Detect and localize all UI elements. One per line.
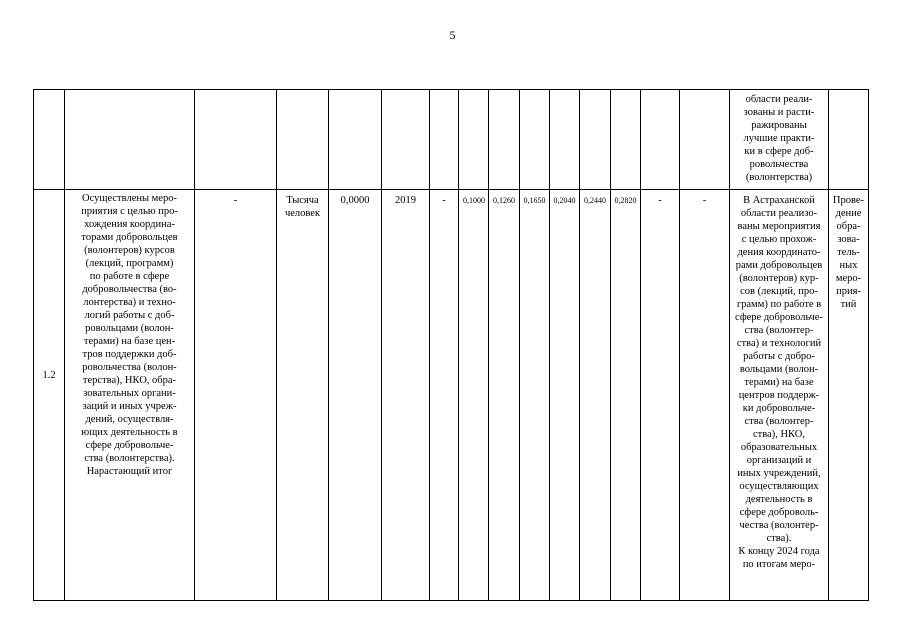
column-border <box>828 89 829 601</box>
column-border <box>679 89 680 601</box>
column-border <box>458 89 459 601</box>
cell-dash: - <box>442 195 446 206</box>
cell-dash: - <box>658 195 662 206</box>
page-number: 5 <box>449 28 456 42</box>
event-type: Прове- дение обра- зова- тель- ных меро- прия- тий <box>832 195 865 310</box>
result-description: В Астраханской области реализо- ваны мероприятия с целью прохож- дения координато- рами добровольцев (волонтеров) кур- сов (лекций, про- грамм) по работе в сфере добровольче- ства (волонтер- ства) и технологий работы с добро- вольцами (волон- терами) на базе центров поддерж- ки добровольче- ства (волонтер- ства), НКО, образовательных организаций и иных учреждений, осуществляющих деятельность в сфере доброволь- чества (волонтер- ства). К концу 2024 года по итогам меро- <box>735 195 823 570</box>
column-border <box>33 89 34 601</box>
row-description: Осуществлены меро- приятия с целью про- хождения координа- торами добровольцев (волонтеров) курсов (лекций, программ) по работе в сфере добровольчества (во- лонтерства) и техно- логий работы с доб- ровольцами (волон- терами) на базе цен- тров поддержки доб- ровольчества (волон- терства), НКО, обра- зовательных органи- заций и иных учреж- дений, осуществля- ющих деятельность в сфере добровольче- ства (волонтерства). Нарастающий итог <box>81 193 178 477</box>
column-border <box>194 89 195 601</box>
column-border <box>328 89 329 601</box>
yearly-value: 0,1000 <box>463 196 485 205</box>
unit-of-measure: Тысяча человек <box>284 195 321 219</box>
row-divider <box>33 189 869 190</box>
cell-dash: - <box>702 195 707 206</box>
column-border <box>579 89 580 601</box>
column-border <box>610 89 611 601</box>
cell-dash: - <box>233 195 238 206</box>
column-border <box>488 89 489 601</box>
yearly-value: 0,1650 <box>523 196 546 205</box>
yearly-value: 0,2440 <box>584 196 606 205</box>
column-border <box>640 89 641 601</box>
indicator-table <box>33 89 869 601</box>
column-border <box>519 89 520 601</box>
column-border <box>276 89 277 601</box>
continuation-result-text: области реали- зованы и расти- ражированы лучшие практи- ки в сфере доб- ровольчества (волонтерства) <box>743 94 815 183</box>
column-border <box>549 89 550 601</box>
base-value: 0,0000 <box>340 195 370 206</box>
yearly-value: 0,2820 <box>614 196 637 205</box>
column-border <box>868 89 869 601</box>
table-top-border <box>33 89 869 90</box>
yearly-value: 0,2040 <box>553 196 576 205</box>
yearly-value: 0,1260 <box>493 196 515 205</box>
column-border <box>429 89 430 601</box>
table-bottom-border <box>33 600 869 601</box>
row-number: 1.2 <box>42 370 56 381</box>
base-year: 2019 <box>395 195 416 206</box>
column-border <box>381 89 382 601</box>
